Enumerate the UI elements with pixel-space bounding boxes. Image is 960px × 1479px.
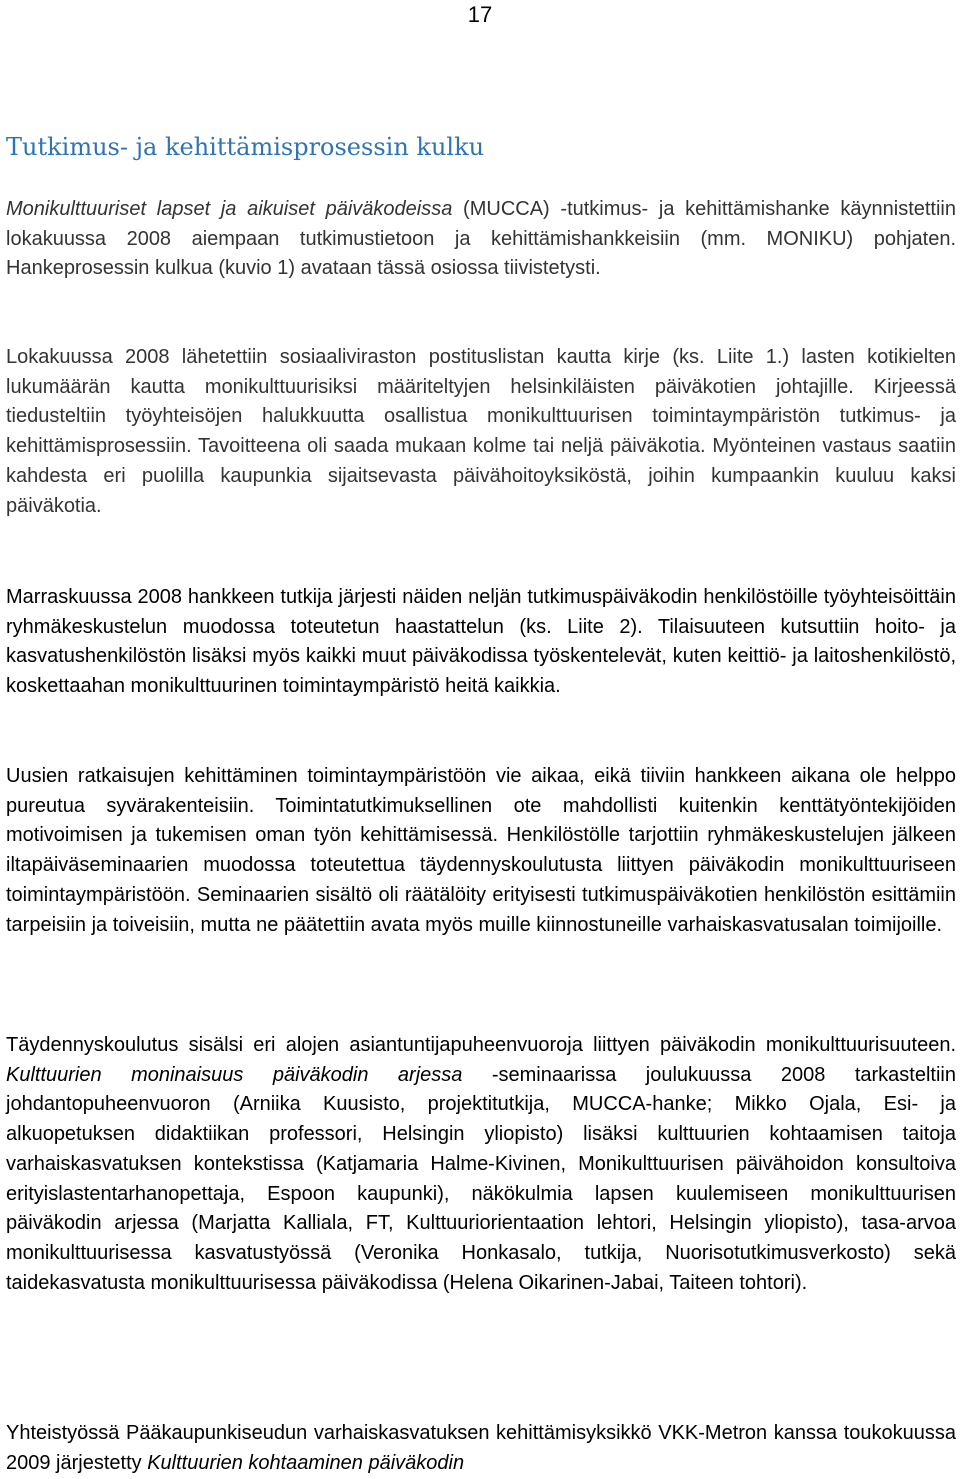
paragraph-intro <box>6 195 956 284</box>
paragraph-training <box>6 1031 956 1298</box>
paragraph-intro-text: (MUCCA) -tutkimus- ja kehittämishanke käynnistettiin lokakuussa 2008 aiempaan tutkimustietoon ja kehittämishankkeisiin (mm. MONIKU) pohjaten. Hankeprosessin kulkua (kuvio 1) avataan tässä osiossa tiivistetysti. <box>6 198 956 280</box>
event-title-italic: Kulttuurien kohtaaminen päiväkodin <box>147 1451 465 1474</box>
paragraph-development: Uusien ratkaisujen kehittäminen toimintaympäristöön vie aikaa, eikä tiiviin hankkeen aikana ole helppo pureutua syvärakenteisiin. Toimintatutkimuksellinen ote mahdollisti kuitenkin kenttätyöntekijöiden motivoimisen ja tukemisen oman työn kehittämisessä. Henkilöstölle tarjottiin ryhmäkeskustelujen jälkeen iltapäiväseminaarien muodossa toteutettua täydennyskoulutusta liittyen päiväkodin monikulttuuriseen toimintaympäristöön. Seminaarien sisältö oli räätälöity erityisesti tutkimuspäiväkotien henkilöstön esittämiin tarpeisiin ja toiveisiin, mutta ne päätettiin avata myös muille kiinnostuneille varhaiskasvatusalan toimijoille. <box>6 765 956 936</box>
paragraph-training-rest: -seminaarissa joulukuussa 2008 tarkasteltiin johdantopuheenvuoron (Arniika Kuusisto, projektitutkija, MUCCA-hanke; Mikko Ojala, Esi- ja alkuopetuksen didaktiikan professori, Helsingin yliopisto) lisäksi kulttuurien kohtaamisen taitoja varhaiskasvatuksen kontekstissa (Katjamaria Halme-Kivinen, Monikulttuurisen päivähoidon konsultoiva erityislastentarhanopettaja, Espoon kaupunki), näkökulmia lapsen kuulemiseen monikulttuurisen päiväkodin arjessa (Marjatta Kalliala, FT, Kulttuuriorientaation lehtori, Helsingin yliopisto), tasa-arvoa monikulttuurisessa kasvatustyössä (Veronika Honkasalo, tutkija, Nuorisotutkimusverkosto) sekä taidekasvatusta monikulttuurisessa päiväkodissa (Helena Oikarinen-Jabai, Taiteen tohtori). <box>6 1063 956 1294</box>
paragraph-letter: Lokakuussa 2008 lähetettiin sosiaaliviraston postituslistan kautta kirje (ks. Liite 1.) lasten kotikielten lukumäärän kautta monikulttuurisiksi määriteltyjen helsinkiläisten päiväkotien johtajille. Kirjeessä tiedusteltiin työyhteisöjen halukkuutta osallistua monikulttuurisen toimintaympäristön tutkimus- ja kehittämisprosessiin. Tavoitteena oli saada mukaan kolme tai neljä päiväkotia. Myönteinen vastaus saatiin kahdesta eri puolilla kaupunkia sijaitsevasta päivähoitoyksiköstä, joihin kumpaankin kuuluu kaksi päiväkotia. <box>6 346 956 517</box>
paragraph-cooperation <box>6 1419 956 1478</box>
project-name-italic: Monikulttuuriset lapset ja aikuiset päiväkodeissa <box>6 198 453 220</box>
page-number: 17 <box>467 2 493 27</box>
section-heading: Tutkimus- ja kehittämisprosessin kulku <box>6 133 485 161</box>
seminar-title-italic: Kulttuurien moninaisuus päiväkodin arjessa <box>6 1063 463 1086</box>
paragraph-cooperation-start: Yhteistyössä Pääkaupunkiseudun varhaiskasvatuksen kehittämisyksikkö VKK-Metron kanssa toukokuussa 2009 järjestetty <box>6 1422 956 1474</box>
paragraph-interviews: Marraskuussa 2008 hankkeen tutkija järjesti näiden neljän tutkimuspäiväkodin henkilöstöille työyhteisöittäin ryhmäkeskustelun muodossa toteutetun haastattelun (ks. Liite 2). Tilaisuuteen kutsuttiin hoito- ja kasvatushenkilöstön lisäksi myös kaikki muut päiväkodissa työskentelevät, kuten keittiö- ja laitoshenkilöstö, koskettaahan monikulttuurinen toimintaympäristö heitä kaikkia. <box>6 586 956 698</box>
paragraph-training-start: Täydennyskoulutus sisälsi eri alojen asiantuntijapuheenvuoroja liittyen päiväkodin monikulttuurisuuteen. <box>6 1034 956 1056</box>
